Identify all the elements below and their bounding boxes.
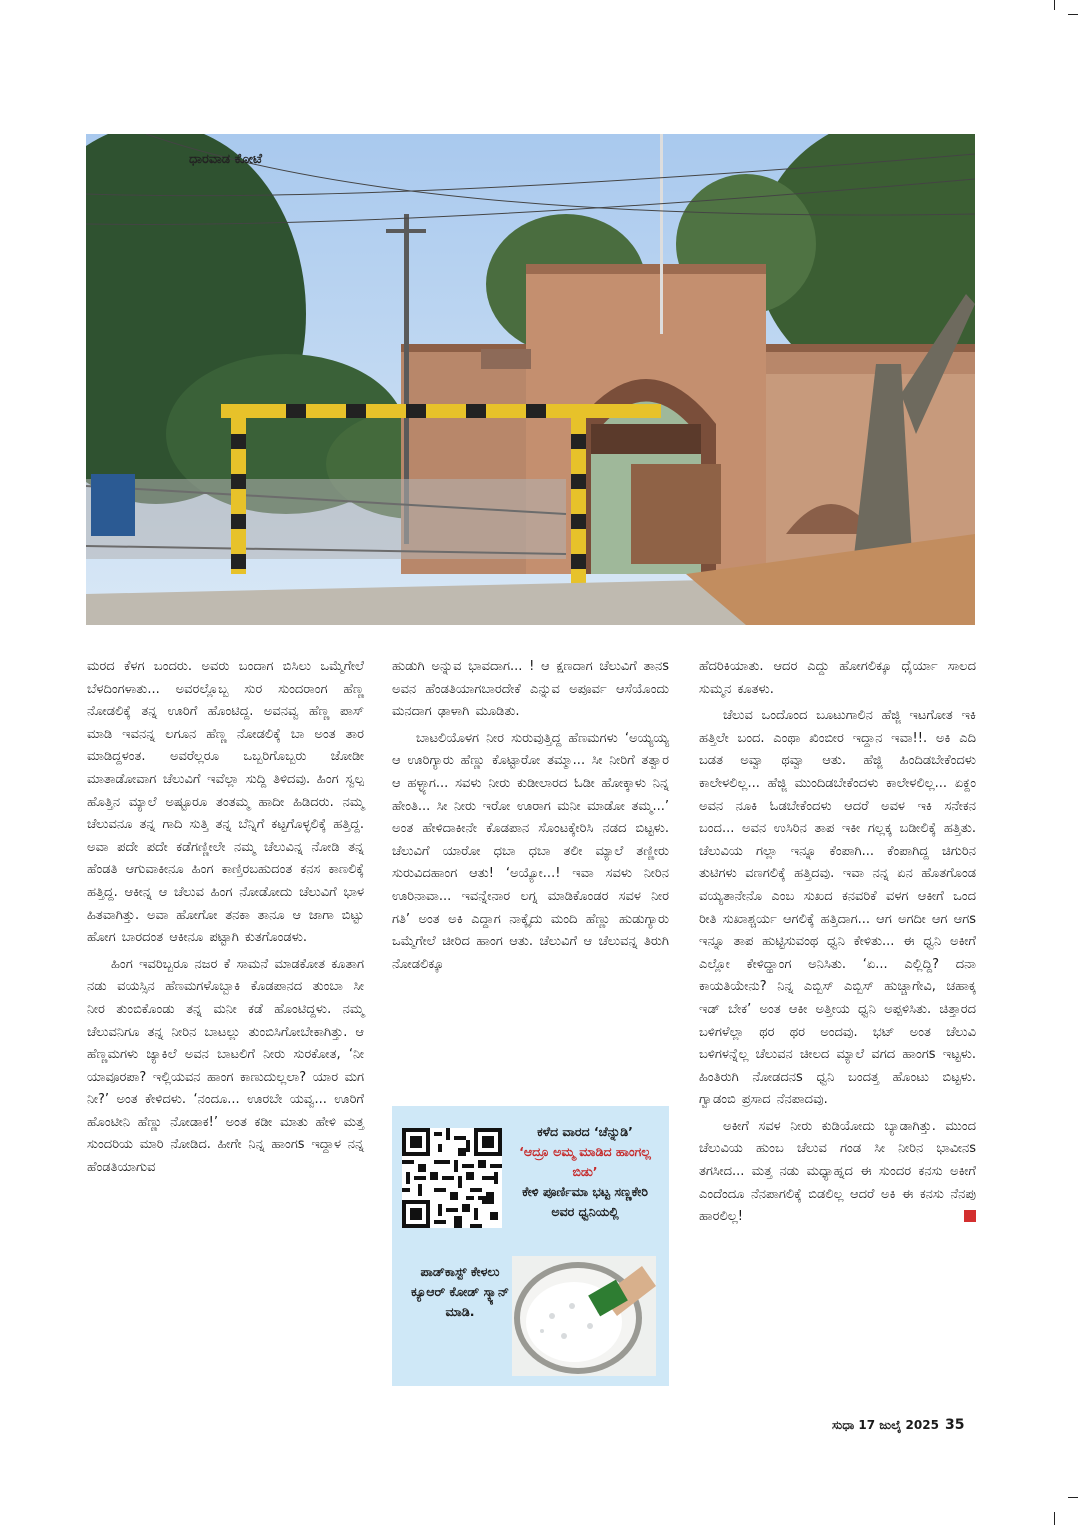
podcast-box: [392, 1106, 669, 1386]
column-2: [392, 656, 669, 980]
paragraph: ಹಿಂಗ ಇವರಿಬ್ಬರೂ ನಜರ ಕೆ ಸಾಮನೆ ಮಾಡಕೋತ ಕೂತಾಗ ನಡು ವಯಸ್ಸಿನ ಹೆಣಮಗಳೊಬ್ಬಾಕಿ ಕೊಡಪಾನದ ತುಂಬಾ ಸೀ ನೀರ ತುಂಬಿಕೊಂಡು ತನ್ನ ಮನೀ ಕಡೆ ಹೊಂಟಿದ್ದಳು. ನಮ್ಮ ಚೆಲುವನಿಗೂ ತನ್ನ ನೀರಿನ ಬಾಟಲ್ಲು ತುಂಬಿಸಿಗೋಬೇಕಾಗಿತ್ತು. ಆ ಹೆಣ್ಣಮಗಳು ಜ್ಯಾಕಿಲೆ ಅವನ ಬಾಟಲಿಗೆ ನೀರು ಸುರಕೋತ, ‘ನೀ ಯಾವೂರಪಾ? ಇಲ್ಲಿಯವನ ಹಾಂಗ ಕಾಣುದುಲ್ಲಲಾ? ಯಾರ ಮಗ ನೀ?’ ಅಂತ ಕೇಳಿದಳು. ‘ನಂದೂ... ಊರಬೇ ಯವ್ವ... ಊರಿಗೆ ಹೊಂಟೀನಿ ಹೆಣ್ಣು ನೋಡಾಕ!’ ಅಂತ ಕಡೀ ಮಾತು ಹೇಳಿ ಮತ್ತ ಸುಂದರಿಯ ಮಾರಿ ನೋಡಿದ. ಹೀಗೇ ನಿನ್ನ ಹಾಂಗs ಇದ್ದಾಳ ನನ್ನ ಹೆಂಡತಿಯಾಗುವ: [87, 956, 364, 1176]
qr-code-icon[interactable]: [402, 1128, 502, 1228]
photo-caption: ಧಾರವಾಡ ಕೋಟೆ: [189, 152, 263, 167]
paragraph: ಚೆಲುವ ಒಂದೊಂದ ಬೂಟುಗಾಲಿನ ಹೆಜ್ಜಿ ಇಟಗೋತ ಇಕಿ ಹತ್ತಿಲೇ ಬಂದ. ಎಂಥಾ ಖಿಂಬೀರ ಇದ್ದಾನ ಇವಾ!!. ಅಕಿ ಎದಿ ಬಡತ ಅವ್ವಾ ಥವ್ವಾ ಆತು. ಹೆಜ್ಜಿ ಹಿಂದಿಡಬೇಕೆಂದಳು ಕಾಲೇಳಲಿಲ್ಲ... ಹೆಜ್ಜಿ ಮುಂದಿಡಬೇಕೆಂದಳು ಕಾಲೇಳಲಿಲ್ಲ... ಏಕ್ದಂ ಅವನ ನೂಕಿ ಓಡಬೇಕೆಂದಳು ಆದರೆ ಅವಳ ಇಕಿ ಸನೇಕನ ಬಂದ... ಅವನ ಉಸಿರಿನ ತಾಪ ಇಕೀ ಗಲ್ಲಕ್ಕ ಬಡೀಲಿಕ್ಕೆ ಹತ್ತಿತು. ಚೆಲುವಿಯ ಗಲ್ಲಾ ಇನ್ನೂ ಕೆಂಪಾಗಿ... ಕೆಂಪಾಗಿದ್ದ ಚಿಗುರಿನ ತುಟಿಗಳು ವಣಗಲಿಕ್ಕೆ ಹತ್ತಿದವು. ಇವಾ ನನ್ನ ಏನ ಹೊತಗೊಂಡ ವಯ್ಯತಾನೇನೊ ಎಂಬ ಸುಖದ ಕನವರಿಕೆ ವಳಗ ಆಕೀಗೆ ಒಂದ ರೀತಿ ಸುಖಾಶ್ಚರ್ಯ ಆಗಲಿಕ್ಕೆ ಹತ್ತಿದಾಗ... ಆಗ ಅಗದೀ ಆಗ ಆಗs ಇನ್ನೂ ತಾಪ ಹುಟ್ಟಿಸುವಂಥ ಧ್ವನಿ ಕೇಳಿತು... ಈ ಧ್ವನಿ ಅಕೀಗೆ ಎಲ್ಲೋ ಕೇಳಿದ್ಹಾಂಗ ಅನಿಸಿತು. ‘ಏ... ಎಲ್ಲಿದ್ದಿ? ದನಾ ಕಾಯತಿಯೇನು? ನಿನ್ನ ಎಬ್ಬಿಸ್ ಎಬ್ಬಿಸ್ ಹುಚ್ಚಾಗೇವಿ, ಚಹಾಕ್ಕ ಇಡ್ ಬೇಕ’ ಅಂತ ಆಕೀ ಅತ್ತೀಯ ಧ್ವನಿ ಅಪ್ಪಳಿಸಿತು. ಚಿತ್ತಾರದ ಬಳಿಗಳೆಲ್ಲಾ ಥರ ಥರ ಅಂದವು. ಭಟ್ ಅಂತ ಚೆಲುವಿ ಬಳಿಗಳನ್ನೆಲ್ಲ ಚೆಲುವನ ಚೀಲದ ಮ್ಯಾಲೆ ವಗದ ಹಾಂಗs ಇಟ್ಟಳು. ಹಿಂತಿರುಗಿ ನೋಡದನs ಧ್ವನಿ ಬಂದತ್ತ ಹೊಂಟು ಬಿಟ್ಟಳು. ಗ್ವಾಡಂಬಿ ಪ್ರಸಾದ ನೆನಪಾದವು.: [699, 708, 976, 1108]
paragraph: [699, 1116, 976, 1229]
paragraph-text: ಅಕೀಗೆ ಸವಳ ನೀರು ಕುಡಿಯೋದು ಬ್ಯಾಡಾಗಿತ್ತು. ಮುಂದ ಚೆಲುವಿಯ ಹುಂಬ ಚೆಲುವ ಗಂಡ ಸೀ ನೀರಿನ ಭಾವೀನs ತಗಸೀದ... ಮತ್ತ ನಡು ಮಧ್ಯಾಹ್ನದ ಈ ಸುಂದರ ಕನಸು ಅಕೀಗೆ ಎಂದೆಂದೂ ನೆನಪಾಗಲಿಕ್ಕೆ ಬಿಡಲಿಲ್ಲ ಆದರೆ ಅಕಿ ಈ ಕನಸು ನೆನಪು ಹಾರಲಿಲ್ಲ!: [699, 1118, 976, 1225]
paragraph: ಹುಡುಗಿ ಅನ್ನುವ ಭಾವದಾಗ... ! ಆ ಕ್ಷಣದಾಗ ಚೆಲುವಿಗೆ ತಾನs ಅವನ ಹೆಂಡತಿಯಾಗಬಾರದೇಕೆ ಎನ್ನುವ ಅಪೂರ್ವ ಆಸೆಯೊಂದು ಮನದಾಗ ಢಾಳಾಗಿ ಮೂಡಿತು.: [392, 659, 669, 720]
crop-mark: [1054, 1512, 1055, 1525]
paragraph: ಬಾಟಲಿಯೊಳಗ ನೀರ ಸುರುವುತ್ತಿದ್ದ ಹೆಣಮಗಳು ‘ಅಯ್ಯಯ್ಯ ಆ ಊರಿಗ್ಯಾರು ಹೆಣ್ಣು ಕೊಟ್ಟಾರೋ ತಮ್ಮಾ... ಸೀ ನೀರಿಗೆ ತತ್ವಾರ ಆ ಹಳ್ಳ್ಯಾಗ... ಸವಳು ನೀರು ಕುಡೀಲಾರದ ಓಡೀ ಹೋಕ್ಕಾಳು ನಿನ್ನ ಹೇಂತಿ... ಸೀ ನೀರು ಇರೋ ಊರಾಗ ಮನೀ ಮಾಡೋ ತಮ್ಮ...’ ಅಂತ ಹೇಳಿದಾಕೀನೇ ಕೊಡಪಾನ ಸೊಂಟಕ್ಕೇರಿಸಿ ನಡದ ಬಿಟ್ಟಳು. ಚೆಲುವಿಗೆ ಯಾರೋ ಧಬಾ ಧಬಾ ತಲೀ ಮ್ಯಾಲೆ ತಣ್ಣೀರು ಸುರುವಿದಹಾಂಗ ಆತು! ‘ಅಯ್ಯೋ...! ಇವಾ ಸವಳು ನೀರಿನ ಊರಿನಾವಾ... ಇವನ್ನೇನಾರ ಲಗ್ನ ಮಾಡಿಕೊಂಡರ ಸವಳ ನೀರ ಗತಿ’ ಅಂತ ಅಕಿ ಎದ್ದಾಗ ನಾಕ್ಕೈದು ಮಂದಿ ಹೆಣ್ಣು ಹುಡುಗ್ಯಾರು ಒಮ್ಮೆಗೇಲೆ ಚೀರಿದ ಹಾಂಗ ಆತು. ಚೆಲುವಿಗೆ ಆ ಚೆಲುವನ್ನ ತಿರುಗಿ ನೋಡಲಿಕ್ಕೂ: [392, 730, 669, 972]
publication-date: ಸುಧಾ 17 ಜುಲೈ 2025: [832, 1418, 939, 1432]
podcast-scan-note: ಪಾಡ್‌ಕಾಸ್ಟ್ ಕೇಳಲು ಕ್ಯೂಆರ್ ಕೋಡ್ ಸ್ಕ್ಯಾನ್ ಮಾಡಿ.: [410, 1264, 510, 1319]
podcast-narrator: ಕೇಳಿ ಪೂರ್ಣಿಮಾ ಭಟ್ಟ ಸಣ್ಣಕೇರಿ ಅವರ ಧ್ವನಿಯಲ್ಲಿ: [522, 1184, 648, 1219]
column-3: [699, 656, 976, 1233]
food-photo: [512, 1256, 656, 1376]
crop-mark: [1068, 14, 1078, 15]
page-footer: [832, 1417, 964, 1433]
crop-mark: [1054, 0, 1055, 10]
podcast-info: [510, 1122, 660, 1222]
end-mark-icon: [964, 1210, 976, 1222]
crop-mark: [1068, 1497, 1078, 1498]
paragraph: ಮರದ ಕೆಳಗ ಬಂದರು. ಅವರು ಬಂದಾಗ ಬಿಸಿಲು ಒಮ್ಮೆಗೇಲೆ ಬೆಳದಿಂಗಳಾತು... ಅವರಲ್ಲೊಬ್ಬ ಸುರ ಸುಂದರಾಂಗ ಹೆಣ್ಣ ನೋಡಲಿಕ್ಕೆ ತನ್ನ ಊರಿಗೆ ಹೊಂಟಿದ್ದ. ಅವನವ್ವ ಹೆಣ್ಣ ಪಾಸ್ ಮಾಡಿ ಇವನನ್ನ ಲಗೂನ ಹೆಣ್ಣ ನೋಡಲಿಕ್ಕೆ ಬಾ ಅಂತ ತಾರ ಮಾಡಿದ್ದಳಂತ. ಅವರೆಲ್ಲರೂ ಒಬ್ಬರಿಗೊಬ್ಬರು ಜೋಡೀ ಮಾತಾಡೋವಾಗ ಚೆಲುವಿಗೆ ಇವೆಲ್ಲಾ ಸುದ್ದಿ ತಿಳಿದವು. ಹಿಂಗ ಸ್ವಲ್ಪ ಹೊತ್ತಿನ ಮ್ಯಾಲೆ ಅಷ್ಟೂರೂ ತಂತಮ್ಮ ಹಾದೀ ಹಿಡಿದರು. ನಮ್ಮ ಚೆಲುವನೂ ತನ್ನ ಗಾದಿ ಸುತ್ತಿ ತನ್ನ ಬೆನ್ನಿಗೆ ಕಟ್ಟಗೊಳ್ಳಲಿಕ್ಕೆ ಹತ್ತಿದ್ದ. ಅವಾ ಪದೇ ಪದೇ ಕಡೆಗಣ್ಣೀಲೇ ನಮ್ಮ ಚೆಲುವಿನ್ನ ನೋಡಿ ತನ್ನ ಹೆಂಡತಿ ಆಗುವಾಕೀನೂ ಹಿಂಗ ಕಾಣ್ತಿರಬಹುದಂತ ಕನಸ ಕಾಣಲಿಕ್ಕೆ ಹತ್ತಿದ್ದ. ಆಕೀನ್ನ ಆ ಚೆಲುವ ಹಿಂಗ ನೋಡೋದು ಚೆಲುವಿಗೆ ಭಾಳ ಹಿತವಾಗಿತ್ತು. ಅವಾ ಹೋಗೋ ತನಕಾ ತಾನೂ ಆ ಜಾಗಾ ಬಿಟ್ಟು ಹೋಗ ಬಾರದಂತ ಆಕೀನೂ ಪಟ್ಟಾಗಿ ಕುತಗೊಂಡಳು.: [87, 659, 364, 946]
column-1: [87, 656, 364, 1184]
podcast-title: ‘ಆದ್ರೂ ಅಮ್ಮ ಮಾಡಿದ ಹಾಂಗಲ್ಲ ಬಿಡು’: [519, 1144, 651, 1179]
paragraph: ಹೆದರಿಕಿಯಾತು. ಆದರ ಎದ್ದು ಹೋಗಲಿಕ್ಕೂ ಧೈರ್ಯಾ ಸಾಲದ ಸುಮ್ಮನ ಕೂತಳು.: [699, 659, 976, 697]
fort-photo: [86, 134, 975, 625]
page-number: 35: [944, 1417, 965, 1433]
podcast-last-week: ಕಳೆದ ವಾರದ ‘ಚೆನ್ನುಡಿ’: [537, 1124, 633, 1139]
